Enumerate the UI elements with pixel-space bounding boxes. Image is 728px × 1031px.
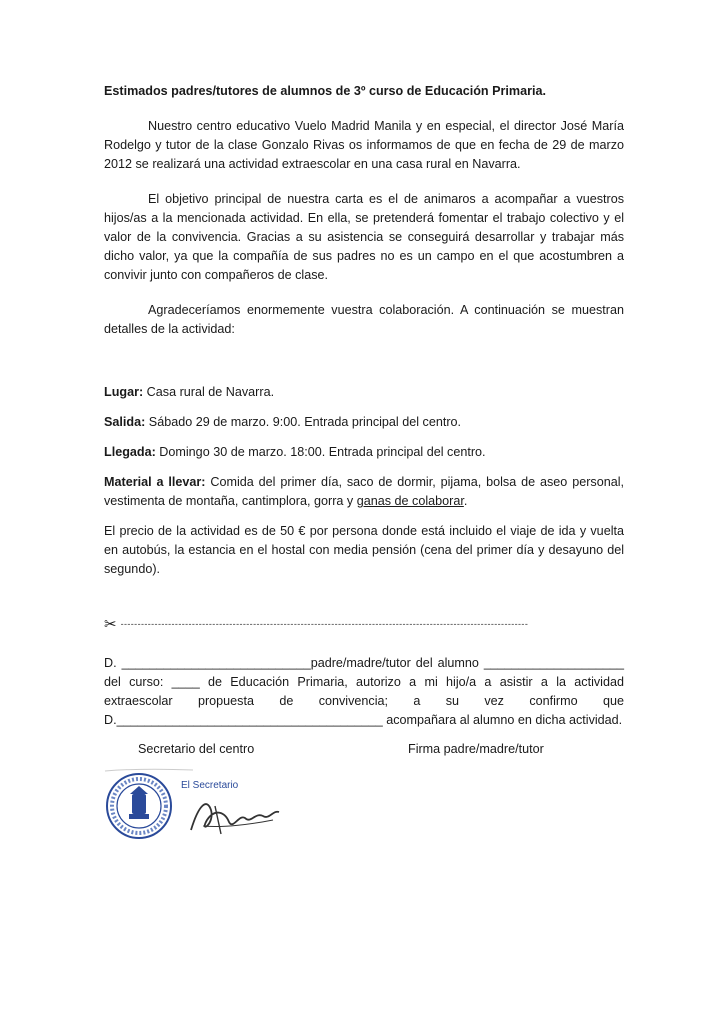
detail-arrival-label: Llegada: [104, 445, 156, 459]
stamp-caption: El Secretario [181, 780, 239, 791]
letter-heading: Estimados padres/tutores de alumnos de 3º curso de Educación Primaria. [104, 84, 547, 98]
cut-line [104, 615, 624, 634]
detail-departure-label: Salida: [104, 415, 146, 429]
detail-place-value: Casa rural de Navarra. [143, 385, 275, 399]
detail-material-underlined: ganas de colaborar [356, 494, 464, 508]
signature-label-parent: Firma padre/madre/tutor [408, 742, 544, 756]
detail-material-value: Comida del primer día, saco de dormir, pijama, bolsa de aseo personal, vestimenta de montaña, cantimplora, gorra y [104, 475, 625, 508]
spacer [104, 355, 624, 383]
cut-dashes: ------------------------------------------------------------------------------------------------------------------------ [120, 619, 529, 629]
paragraph-intro: Nuestro centro educativo Vuelo Madrid Manila y en especial, el director José María Rodelgo y tutor de la clase Gonzalo Rivas os informamos de que en fecha de 29 de marzo 2012 se realizará una actividad extraescolar en una casa rural en Navarra. [104, 119, 624, 171]
signature-label-secretary: Secretario del centro [138, 742, 255, 756]
detail-material-end: . [463, 494, 468, 508]
signature-labels [104, 740, 624, 762]
detail-place-label: Lugar: [104, 385, 144, 399]
authorization-form-text: D. ___________________________padre/madre/tutor del alumno ____________________ del curso: ____ de Educación Primaria, autorizo a mi hijo/a a asistir a la actividad extraescolar propuesta de convivencia; a su vez confirmo que D.______________________________________ acompañara al alumno en dicha actividad. [104, 656, 624, 727]
detail-place [104, 383, 624, 402]
letter-body [104, 82, 624, 762]
detail-arrival-value: Domingo 30 de marzo. 18:00. Entrada principal del centro. [155, 445, 486, 459]
detail-material-label: Material a llevar: [104, 475, 206, 489]
paragraph-objective: El objetivo principal de nuestra carta es el de animaros a acompañar a vuestros hijos/as a la mencionada actividad. En ella, se pretenderá fomentar el trabajo colectivo y el valor de la convivencia. Gracias a su asistencia se conseguirá desarrollar y trabajar más dicho valor, ya que la compañía de sus padres no es un campo en el que acostumbren a convivir junto con compañeros de clase. [104, 192, 624, 282]
price-paragraph: El precio de la actividad es de 50 € por persona donde está incluido el viaje de ida y vuelta en autobús, la estancia en el hostal con media pensión (cena del primer día y desayuno del segundo). [104, 524, 624, 576]
detail-departure-value: Sábado 29 de marzo. 9:00. Entrada principal del centro. [145, 415, 462, 429]
paragraph-thanks: Agradeceríamos enormemente vuestra colaboración. A continuación se muestran detalles de la actividad: [104, 303, 624, 336]
detail-material [104, 473, 624, 511]
detail-arrival [104, 443, 624, 462]
secretary-stamp-image [103, 768, 293, 842]
scissors-icon: ✂ [104, 616, 117, 633]
stamp-seal [107, 774, 171, 838]
detail-departure [104, 413, 624, 432]
